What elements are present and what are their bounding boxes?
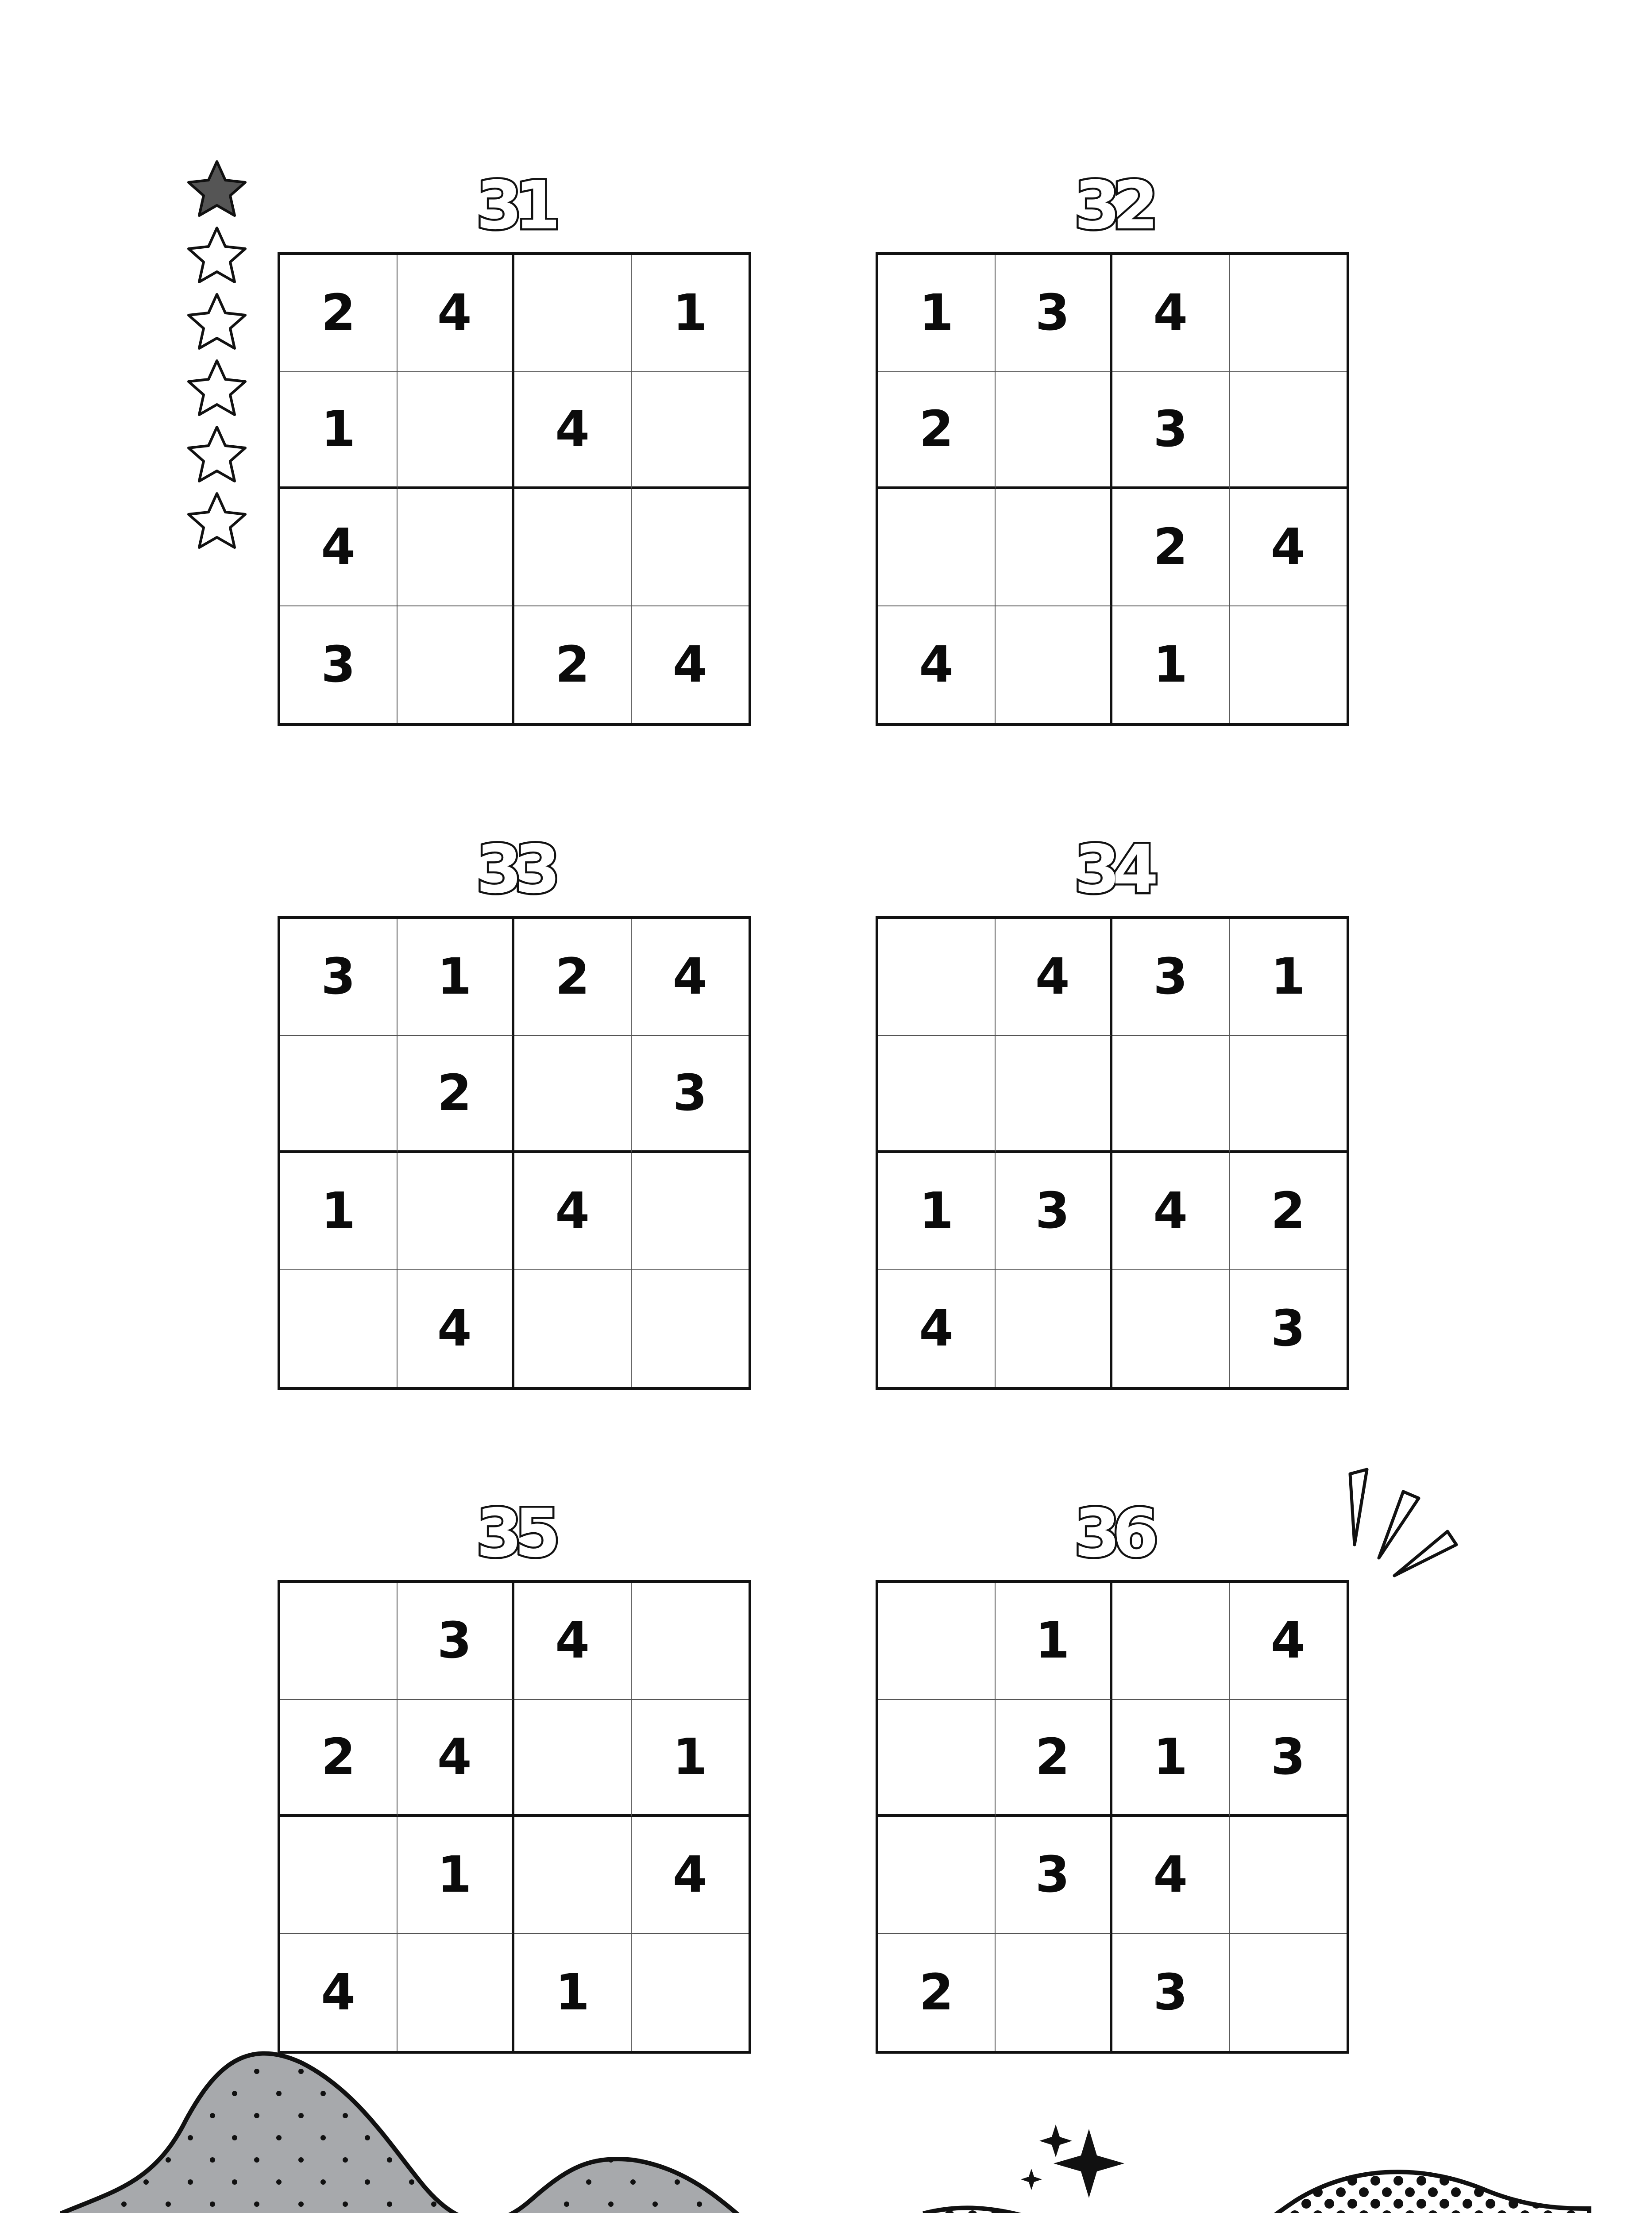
grid-cell[interactable]: 1 xyxy=(1230,919,1347,1036)
grid-cell[interactable] xyxy=(632,1583,749,1700)
grid-cell[interactable]: 3 xyxy=(398,1583,515,1700)
grid-cell[interactable]: 3 xyxy=(1230,1700,1347,1817)
grid-cell[interactable]: 1 xyxy=(280,372,398,490)
grid-cell[interactable]: 3 xyxy=(280,606,398,724)
grid-cell[interactable]: 4 xyxy=(1112,1153,1230,1270)
grid-cell[interactable]: 4 xyxy=(632,919,749,1036)
star-outline-icon xyxy=(189,493,245,547)
star-outline-icon xyxy=(189,294,245,348)
grid-cell[interactable]: 1 xyxy=(1112,1700,1230,1817)
grid-cell[interactable] xyxy=(996,1270,1113,1388)
grid-cell[interactable]: 1 xyxy=(1112,606,1230,724)
grid-cell[interactable]: 1 xyxy=(632,255,749,372)
grid-cell[interactable] xyxy=(996,1036,1113,1153)
grid-cell[interactable] xyxy=(398,489,515,606)
grid-cell[interactable] xyxy=(1112,1036,1230,1153)
grid-cell[interactable] xyxy=(996,489,1113,606)
grid-cell[interactable] xyxy=(398,606,515,724)
grid-cell[interactable]: 4 xyxy=(514,372,632,490)
grid-cell[interactable]: 2 xyxy=(878,372,996,490)
grid-cell[interactable]: 2 xyxy=(514,606,632,724)
burst-lines-icon xyxy=(1350,1469,1456,1576)
grid-cell[interactable]: 3 xyxy=(1112,1934,1230,2051)
grid-cell[interactable] xyxy=(878,1583,996,1700)
grid-cell[interactable]: 3 xyxy=(996,255,1113,372)
star-outline-icon xyxy=(189,361,245,415)
grid-cell[interactable]: 4 xyxy=(1112,255,1230,372)
grid-cell[interactable] xyxy=(878,1700,996,1817)
grid-cell[interactable]: 3 xyxy=(996,1817,1113,1934)
grid-cell[interactable]: 3 xyxy=(996,1153,1113,1270)
grid-cell[interactable] xyxy=(1112,1583,1230,1700)
grid-cell[interactable]: 4 xyxy=(1112,1817,1230,1934)
grid-cell[interactable]: 4 xyxy=(878,606,996,724)
grid-cell[interactable]: 4 xyxy=(1230,1583,1347,1700)
grid-cell[interactable] xyxy=(632,372,749,490)
grid-cell[interactable] xyxy=(514,1036,632,1153)
grid-cell[interactable] xyxy=(1230,372,1347,490)
grid-cell[interactable]: 3 xyxy=(1112,372,1230,490)
sudoku-grid xyxy=(278,252,751,726)
grid-cell[interactable]: 2 xyxy=(1112,489,1230,606)
sudoku-grid xyxy=(876,252,1349,726)
grid-cell[interactable]: 4 xyxy=(398,1700,515,1817)
hills-shape xyxy=(62,2053,943,2213)
grid-cell[interactable]: 1 xyxy=(996,1583,1113,1700)
grid-cell[interactable] xyxy=(996,606,1113,724)
grid-cell[interactable]: 1 xyxy=(632,1700,749,1817)
grid-cell[interactable]: 4 xyxy=(878,1270,996,1388)
grid-cell[interactable]: 4 xyxy=(1230,489,1347,606)
grid-cell[interactable]: 4 xyxy=(398,1270,515,1388)
grid-cell[interactable] xyxy=(632,489,749,606)
grid-cell[interactable] xyxy=(514,1817,632,1934)
grid-cell[interactable] xyxy=(398,372,515,490)
grid-cell[interactable]: 2 xyxy=(878,1934,996,2051)
star-filled-icon xyxy=(189,162,245,216)
grid-cell[interactable]: 4 xyxy=(398,255,515,372)
grid-cell[interactable] xyxy=(1230,1036,1347,1153)
grid-cell[interactable]: 1 xyxy=(878,1153,996,1270)
grid-cell[interactable] xyxy=(514,1700,632,1817)
grid-cell[interactable] xyxy=(280,1270,398,1388)
puzzle-number: 33 xyxy=(476,831,553,908)
sudoku-grid xyxy=(278,1580,751,2054)
sudoku-grid xyxy=(876,916,1349,1390)
grid-cell[interactable]: 1 xyxy=(398,919,515,1036)
grid-cell[interactable] xyxy=(1230,255,1347,372)
grid-cell[interactable] xyxy=(996,1934,1113,2051)
grid-cell[interactable] xyxy=(1112,1270,1230,1388)
puzzle-number: 34 xyxy=(1074,831,1151,908)
grid-cell[interactable]: 4 xyxy=(632,1817,749,1934)
sparkle-icon xyxy=(1021,2124,1124,2198)
grid-cell[interactable] xyxy=(1230,606,1347,724)
grid-cell[interactable]: 3 xyxy=(1112,919,1230,1036)
puzzle-number: 35 xyxy=(476,1495,553,1572)
grid-cell[interactable]: 2 xyxy=(280,1700,398,1817)
grid-cell[interactable]: 2 xyxy=(1230,1153,1347,1270)
grid-cell[interactable] xyxy=(632,1934,749,2051)
grid-cell[interactable]: 1 xyxy=(398,1817,515,1934)
grid-cell[interactable]: 3 xyxy=(280,919,398,1036)
difficulty-rating xyxy=(181,157,252,555)
grid-cell[interactable]: 4 xyxy=(996,919,1113,1036)
grid-cell[interactable]: 2 xyxy=(280,255,398,372)
grid-cell[interactable] xyxy=(878,1817,996,1934)
grid-cell[interactable] xyxy=(280,1036,398,1153)
grid-cell[interactable] xyxy=(1230,1817,1347,1934)
grid-cell[interactable]: 3 xyxy=(632,1036,749,1153)
grid-cell[interactable]: 2 xyxy=(996,1700,1113,1817)
grid-cell[interactable] xyxy=(878,1036,996,1153)
grid-cell[interactable] xyxy=(996,372,1113,490)
grid-cell[interactable] xyxy=(632,1270,749,1388)
grid-cell[interactable]: 4 xyxy=(280,489,398,606)
puzzle-number: 32 xyxy=(1074,167,1151,244)
grid-cell[interactable]: 4 xyxy=(280,1934,398,2051)
grid-cell[interactable] xyxy=(878,489,996,606)
dotted-wave-shape xyxy=(925,2172,1589,2213)
grid-cell[interactable] xyxy=(514,255,632,372)
sudoku-grid xyxy=(278,916,751,1390)
grid-cell[interactable]: 1 xyxy=(878,255,996,372)
grid-cell[interactable] xyxy=(280,1817,398,1934)
grid-cell[interactable] xyxy=(878,919,996,1036)
grid-cell[interactable] xyxy=(398,1153,515,1270)
grid-cell[interactable] xyxy=(632,1153,749,1270)
grid-cell[interactable]: 2 xyxy=(514,919,632,1036)
star-outline-icon xyxy=(189,228,245,282)
grid-cell[interactable] xyxy=(1230,1934,1347,2051)
grid-cell[interactable]: 4 xyxy=(514,1153,632,1270)
grid-cell[interactable]: 1 xyxy=(514,1934,632,2051)
grid-cell[interactable] xyxy=(398,1934,515,2051)
star-outline-icon xyxy=(189,427,245,481)
grid-cell[interactable] xyxy=(280,1583,398,1700)
puzzle-number: 36 xyxy=(1074,1495,1151,1572)
grid-cell[interactable] xyxy=(514,489,632,606)
grid-cell[interactable]: 3 xyxy=(1270,1299,1305,1357)
grid-cell[interactable] xyxy=(514,1270,632,1388)
puzzle-number: 31 xyxy=(476,167,553,244)
grid-cell[interactable]: 1 xyxy=(280,1153,398,1270)
grid-cell[interactable]: 4 xyxy=(514,1583,632,1700)
sudoku-grid xyxy=(876,1580,1349,2054)
grid-cell[interactable]: 4 xyxy=(672,636,707,694)
grid-cell[interactable]: 2 xyxy=(398,1036,515,1153)
